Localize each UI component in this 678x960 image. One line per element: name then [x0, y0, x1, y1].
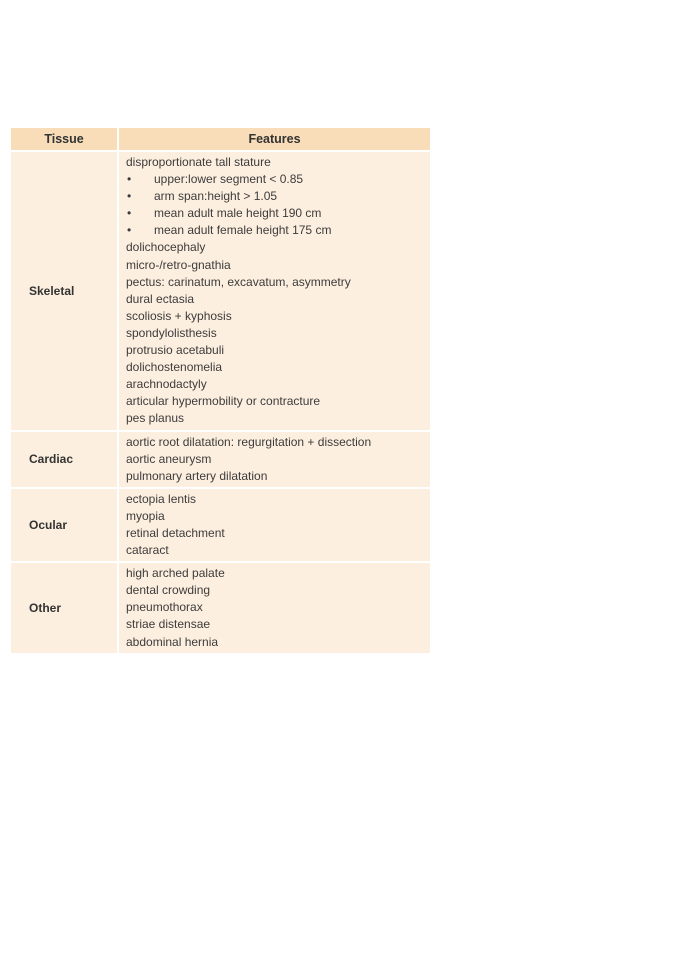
feature-bullet-item — [126, 171, 430, 188]
bullet-icon: • — [127, 223, 132, 238]
bullet-icon: • — [127, 206, 132, 221]
feature-item: retinal detachment — [126, 525, 225, 540]
feature-item: high arched palate — [126, 566, 225, 581]
feature-item: ectopia lentis — [126, 491, 197, 506]
feature-item: cataract — [126, 543, 169, 558]
feature-item: dolichocephaly — [126, 240, 206, 255]
table-header-row — [11, 128, 430, 151]
feature-text: mean adult female height 175 cm — [154, 223, 332, 238]
feature-item: arachnodactyly — [126, 377, 207, 392]
feature-item: spondylolisthesis — [126, 325, 217, 340]
feature-bullet-item — [126, 188, 430, 205]
feature-bullet-item — [126, 222, 430, 239]
table-row — [11, 151, 430, 431]
features-cell — [118, 431, 430, 488]
feature-item: myopia — [126, 508, 165, 523]
feature-text: mean adult male height 190 cm — [154, 206, 322, 221]
table-row — [11, 562, 430, 652]
feature-item: dental crowding — [126, 583, 211, 598]
feature-item: striae distensae — [126, 617, 211, 632]
tissue-cell: Ocular — [11, 488, 118, 562]
features-table — [11, 128, 430, 653]
bullet-icon: • — [127, 189, 132, 204]
table-row — [11, 431, 430, 488]
features-cell — [118, 488, 430, 562]
feature-item: pneumothorax — [126, 600, 203, 615]
table-body — [11, 151, 430, 653]
feature-item: disproportionate tall stature — [126, 155, 271, 169]
feature-item: micro-/retro-gnathia — [126, 257, 231, 272]
features-cell — [118, 562, 430, 652]
feature-item: pectus: carinatum, excavatum, asymmetry — [126, 274, 351, 289]
tissue-cell: Other — [11, 562, 118, 652]
feature-item: dural ectasia — [126, 291, 195, 306]
feature-item: aortic root dilatation: regurgitation + dissection — [126, 434, 372, 449]
feature-item: aortic aneurysm — [126, 451, 212, 466]
table-row — [11, 488, 430, 562]
feature-item: abdominal hernia — [126, 634, 219, 649]
tissue-cell: Skeletal — [11, 151, 118, 431]
features-table-container — [11, 128, 430, 653]
feature-item: dolichostenomelia — [126, 360, 223, 375]
tissue-cell: Cardiac — [11, 431, 118, 488]
feature-text: arm span:height > 1.05 — [154, 189, 278, 204]
bullet-icon: • — [127, 172, 132, 187]
feature-item: protrusio acetabuli — [126, 343, 225, 358]
feature-item: pes planus — [126, 411, 185, 426]
feature-item: pulmonary artery dilatation — [126, 468, 268, 483]
feature-text: upper:lower segment < 0.85 — [154, 172, 304, 187]
feature-item: articular hypermobility or contracture — [126, 394, 321, 409]
feature-item: scoliosis + kyphosis — [126, 308, 232, 323]
features-cell — [118, 151, 430, 431]
feature-bullet-item — [126, 205, 430, 222]
header-features: Features — [118, 128, 430, 151]
header-tissue: Tissue — [11, 128, 118, 151]
